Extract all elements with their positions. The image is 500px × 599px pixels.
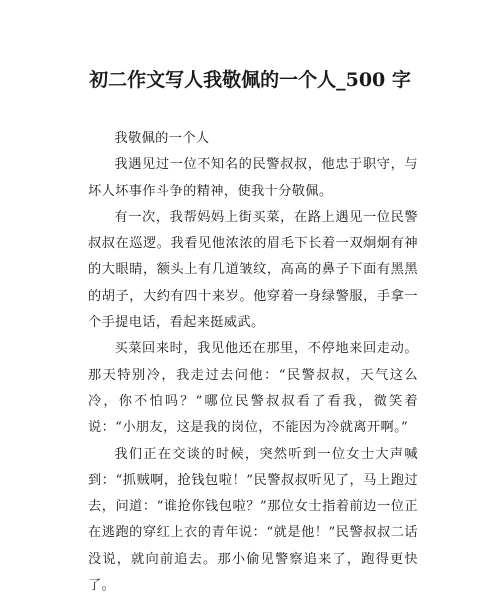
page-title: 初二作文写人我敬佩的一个人_500 字 [89,69,411,91]
article-body [88,126,418,599]
paragraph: 我遇见过一位不知名的民警叔叔，他忠于职守，与坏人坏事作斗争的精神，使我十分敬佩。 [88,157,418,199]
article-subtitle: 我敬佩的一个人 [114,131,210,146]
paragraph: 买菜回来时，我见他还在那里，不停地来回走动。那天特别冷，我走过去问他：“民警叔叔，天气这么冷，你不怕吗？”哪位民警叔叔看了看我，微笑着说：“小朋友，这是我的岗位，不能因为冷就离开啊。” [88,341,418,436]
paragraph: 我们正在交谈的时候，突然听到一位女士大声喊到：“抓贼啊，抢钱包啦！”民警叔叔听见了，马上跑过去，问道：“谁抢你钱包啦？”那位女士指着前边一位正在逃跑的穿红上衣的青年说：“就是他！”民警叔叔二话没说，就向前追去。那小偷见警察追来了，跑得更快了。 [88,446,418,594]
paragraph: 有一次，我帮妈妈上街买菜，在路上遇见一位民警叔叔在巡逻。我看见他浓浓的眉毛下长着一双炯炯有神的大眼睛，额头上有几道皱纹，高高的鼻子下面有黑黑的胡子，大约有四十来岁。他穿着一身绿警服，手拿一个手提电话，看起来挺威武。 [88,209,418,331]
